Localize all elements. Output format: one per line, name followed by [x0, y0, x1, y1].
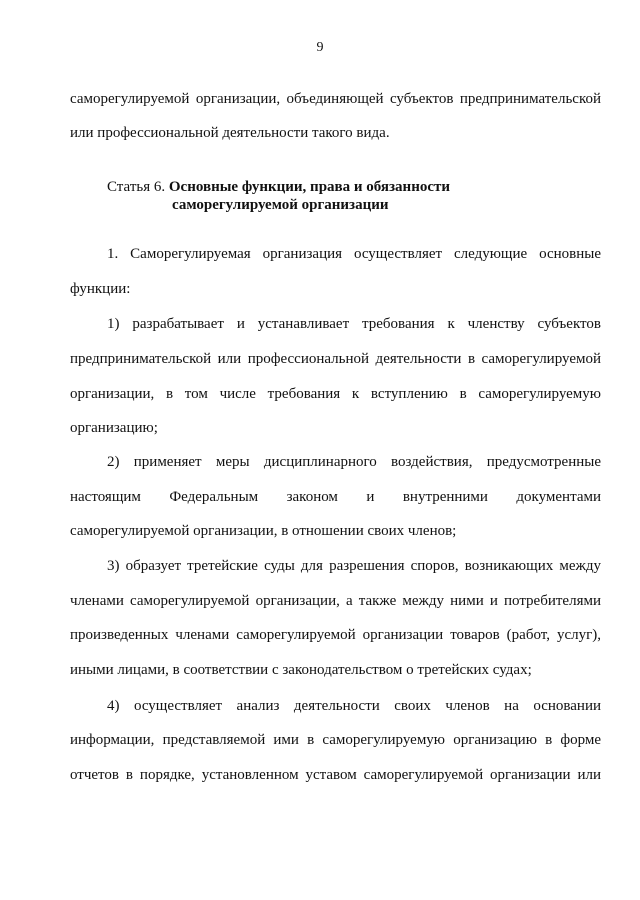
list-item-2-line: саморегулируемой организации, в отношении своих членов; — [70, 523, 457, 539]
list-item-1-line: предпринимательской или профессиональной деятельности в саморегулируемой — [70, 351, 601, 367]
list-item-1-line: организацию; — [70, 420, 158, 436]
list-item-3-line: произведенных членами саморегулируемой организации товаров (работ, услуг), — [70, 627, 601, 643]
paragraph-line: или профессиональной деятельности такого вида. — [70, 125, 390, 141]
list-item-2-line: 2) применяет меры дисциплинарного воздействия, предусмотренные — [107, 454, 601, 470]
list-item-3-line: иными лицами, в соответствии с законодательством о третейских судах; — [70, 662, 532, 678]
list-item-1-line: 1) разрабатывает и устанавливает требования к членству субъектов — [107, 316, 601, 332]
paragraph-line: 1. Саморегулируемая организация осуществляет следующие основные — [107, 246, 601, 262]
paragraph-line: саморегулируемой организации, объединяющей субъектов предпринимательской — [70, 91, 601, 107]
article-prefix: Статья 6. — [107, 179, 169, 195]
list-item-3-line: членами саморегулируемой организации, а также между ними и потребителями — [70, 593, 601, 609]
page-number: 9 — [316, 40, 324, 55]
list-item-4-line: отчетов в порядке, установленном уставом саморегулируемой организации или — [70, 767, 601, 783]
article-heading-line-2 — [172, 196, 389, 214]
list-item-4-line: 4) осуществляет анализ деятельности своих членов на основании — [107, 698, 601, 714]
list-item-4-line: информации, представляемой ими в саморегулируемую организацию в форме — [70, 732, 601, 748]
article-title-line-2: саморегулируемой организации — [172, 197, 389, 213]
article-heading — [107, 178, 450, 196]
list-item-1-line: организации, в том числе требования к вступлению в саморегулируемую — [70, 386, 601, 402]
list-item-3-line: 3) образует третейские суды для разрешения споров, возникающих между — [107, 558, 601, 574]
list-item-2-line: настоящим Федеральным законом и внутренними документами — [70, 489, 601, 505]
paragraph-line: функции: — [70, 281, 131, 297]
article-title-line-1: Основные функции, права и обязанности — [168, 179, 451, 195]
